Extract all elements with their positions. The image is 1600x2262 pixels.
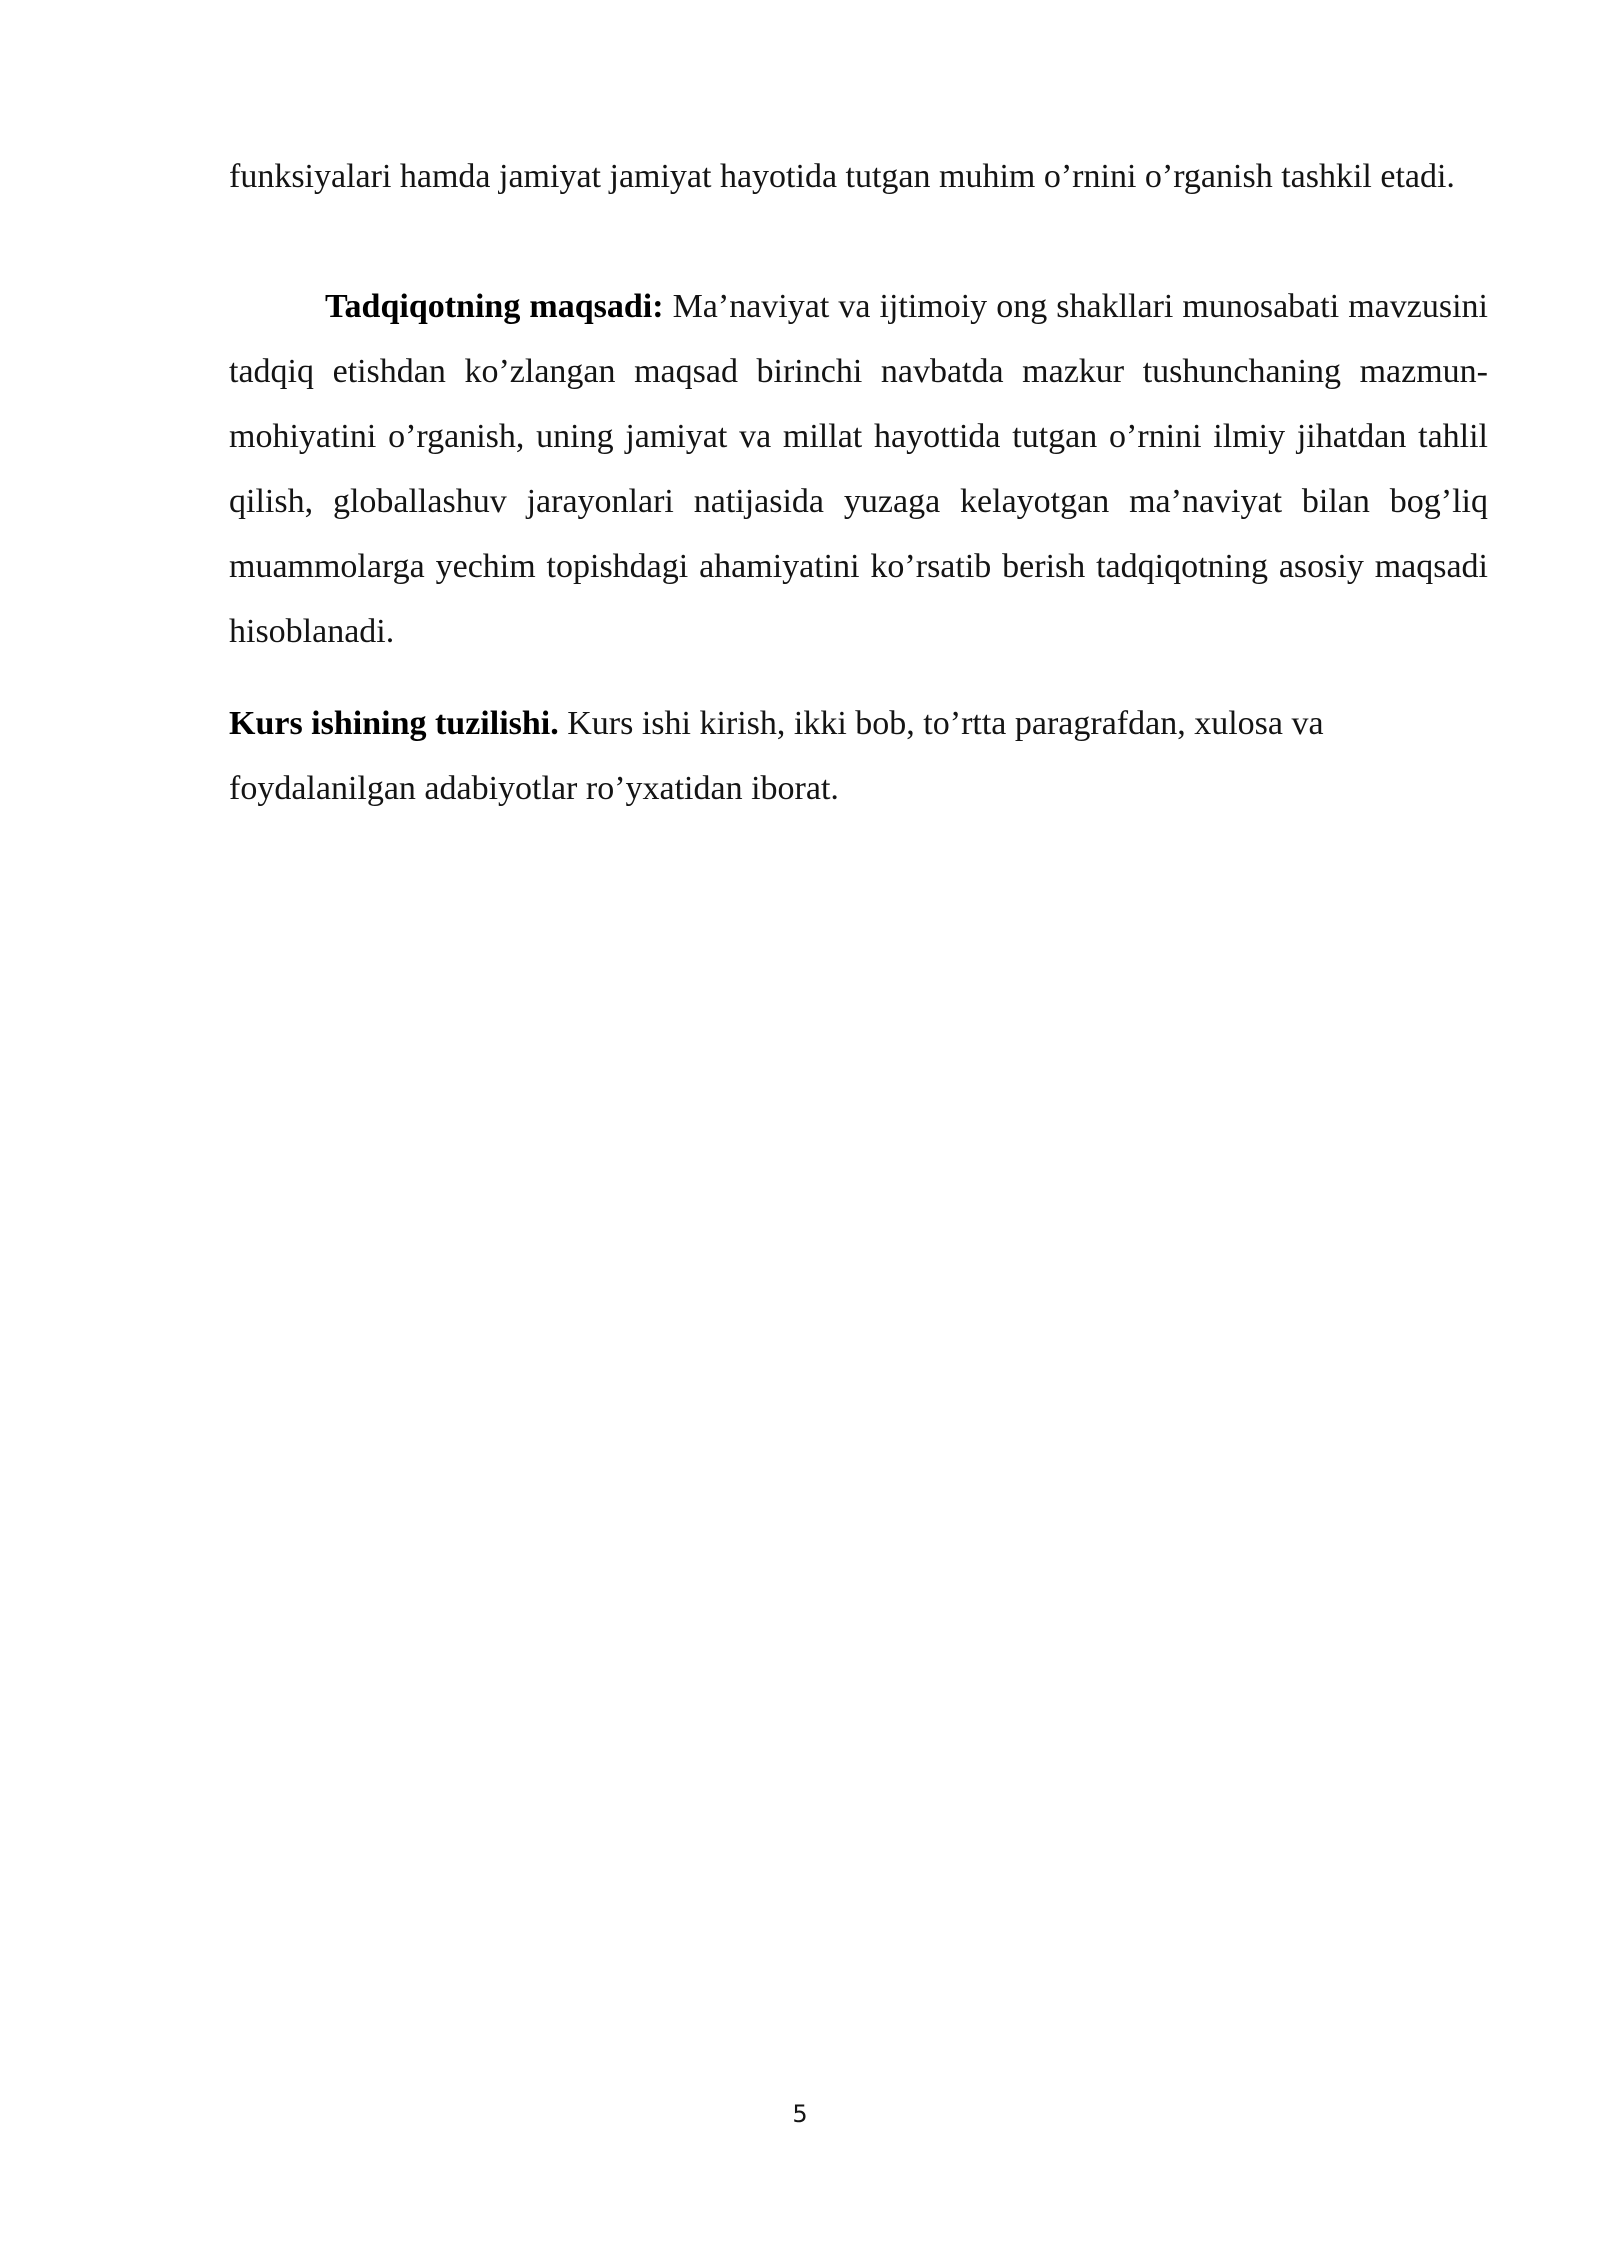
course-structure-text-line1: Kurs ishi kirish, ikki bob, to’rtta paragrafdan, xulosa va — [558, 705, 1324, 742]
course-structure-text-line2: foydalanilgan adabiyotlar ro’yxatidan iborat. — [229, 770, 839, 807]
research-goal-text: Ma’naviyat va ijtimoiy ong shakllari munosabati mavzusini tadqiq etishdan ko’zlangan maqsad birinchi navbatda mazkur tushunchaning mazmun-mohiyatini o’rganish, uning jamiyat va millat hayottida tutgan o’rnini ilmiy jihatdan tahlil qilish, globallashuv jarayonlari natijasida yuzaga kelayotgan ma’naviyat bilan bog’liq muammolarga yechim topishdagi ahamiyatini ko’rsatib berish tadqiqotning asosiy maqsadi hisoblanadi. — [229, 288, 1488, 650]
course-structure-heading: Kurs ishining tuzilishi. — [229, 705, 559, 742]
research-goal-heading: Tadqiqotning maqsadi: — [325, 288, 664, 325]
paragraph-continuation: funksiyalari hamda jamiyat jamiyat hayotida tutgan muhim o’rnini o’rganish tashkil etadi. — [229, 158, 1455, 195]
paragraph-research-goal — [229, 274, 1488, 664]
page-number: 5 — [792, 2100, 808, 2128]
paragraph-course-structure — [229, 691, 1488, 821]
